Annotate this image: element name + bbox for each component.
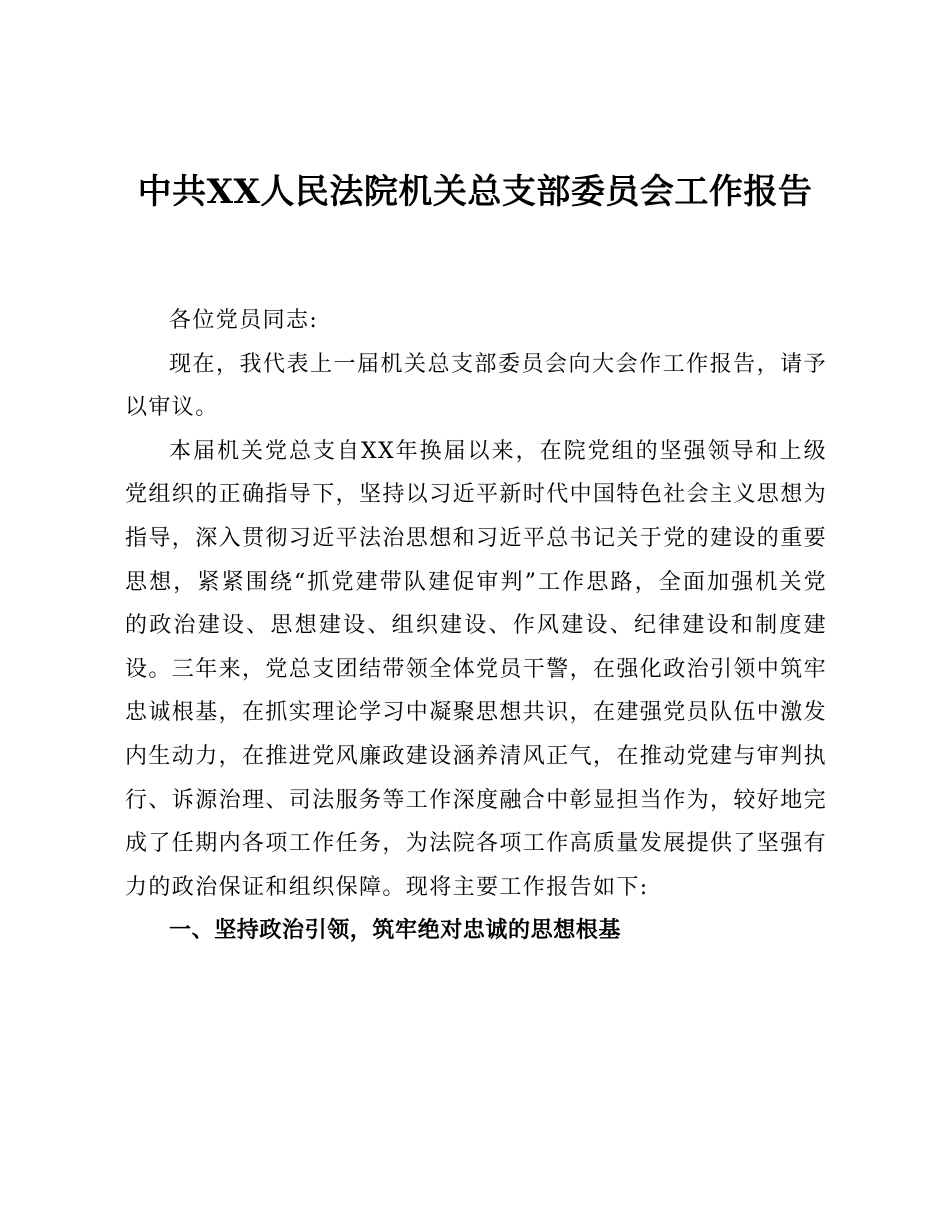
document-title: 中共XX人民法院机关总支部委员会工作报告 — [137, 172, 813, 212]
summary-paragraph: 本届机关党总支自XX年换届以来，在院党组的坚强领导和上级党组织的正确指导下，坚持以习近平新时代中国特色社会主义思想为指导，深入贯彻习近平法治思想和习近平总书记关于党的建设的重要思想，紧紧围绕“抓党建带队建促审判”工作思路，全面加强机关党的政治建设、思想建设、组织建设、作风建设、纪律建设和制度建设。三年来，党总支团结带领全体党员干警，在强化政治引领中筑牢忠诚根基，在抓实理论学习中凝聚思想共识，在建强党员队伍中激发内生动力，在推进党风廉政建设涵养清风正气，在推动党建与审判执行、诉源治理、司法服务等工作深度融合中彰显担当作为，较好地完成了任期内各项工作任务，为法院各项工作高质量发展提供了坚强有力的政治保证和组织保障。现将主要工作报告如下: — [125, 438, 828, 900]
salutation-paragraph: 各位党员同志: — [169, 308, 319, 333]
document-body — [125, 299, 827, 953]
section-heading: 一、坚持政治引领，筑牢绝对忠诚的思想根基 — [169, 918, 622, 944]
opening-paragraph: 现在，我代表上一届机关总支部委员会向大会作工作报告，请予以审议。 — [125, 351, 827, 421]
